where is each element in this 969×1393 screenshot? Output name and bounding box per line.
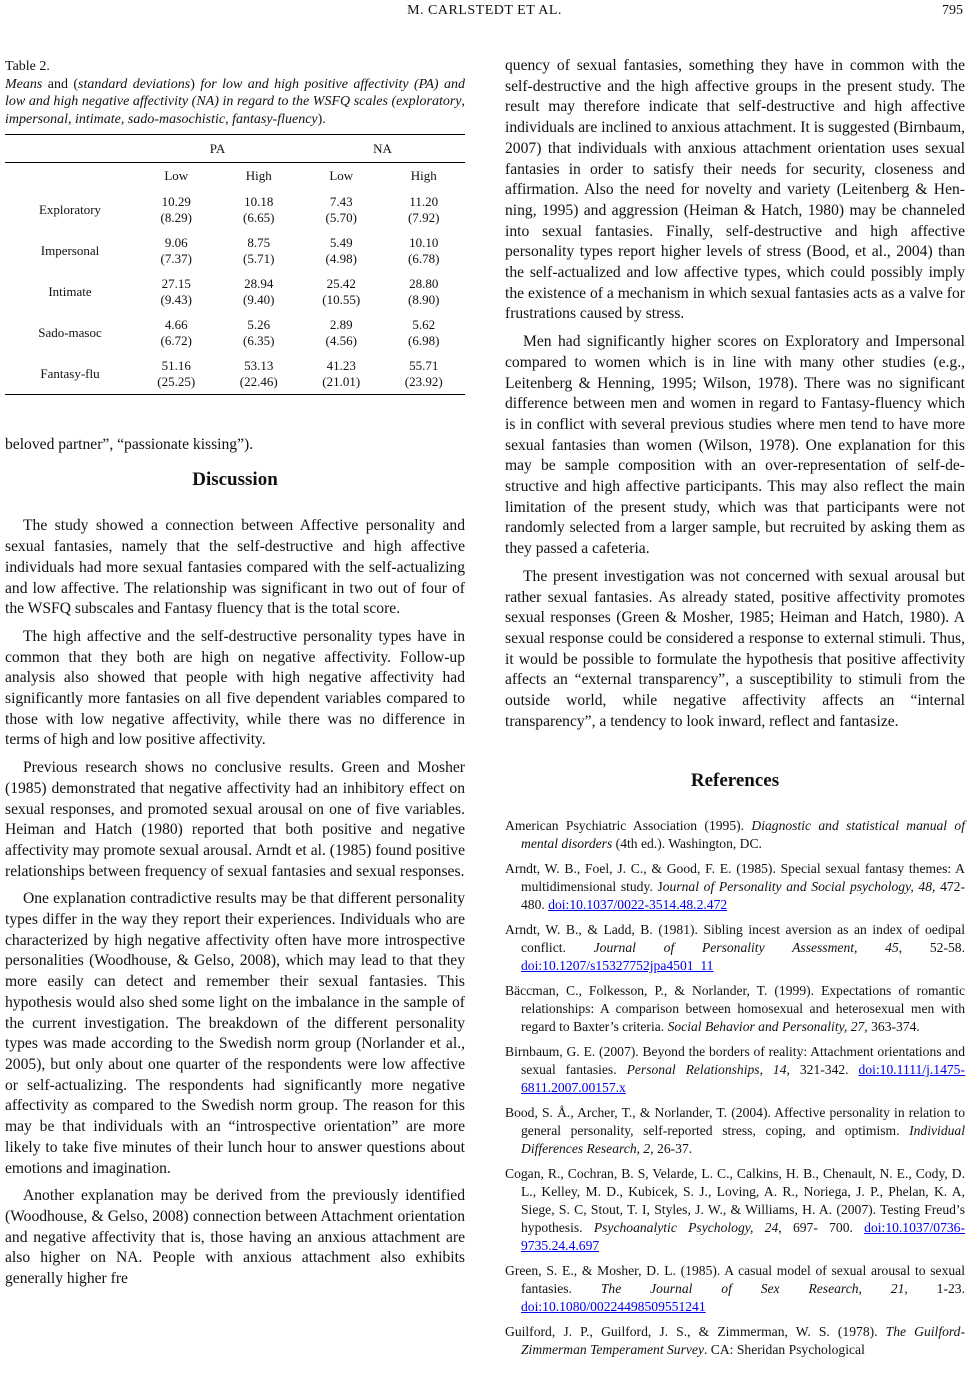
table-row — [5, 189, 465, 230]
reference-text: Birnbaum, G. E. (2007). Beyond the borders of reality: Attachment orientations and sexual fantasies. — [505, 1044, 965, 1078]
table-cell — [383, 271, 466, 312]
right-column — [505, 56, 965, 1366]
caption-segment: , — [461, 94, 465, 109]
table-cell — [135, 230, 218, 271]
table-caption — [5, 58, 465, 128]
reference-entry — [505, 921, 965, 975]
cell-sd: (4.56) — [325, 332, 357, 348]
cell-mean: 9.06 — [164, 234, 188, 250]
cell-mean: 41.23 — [326, 357, 356, 373]
table-cell — [383, 353, 466, 395]
reference-text: . CA: Sheridan Psychological — [704, 1342, 865, 1358]
caption-segment: and ( — [42, 76, 79, 92]
doi-link[interactable]: doi:10.1037/0736-9735.24.4.697 — [521, 1220, 965, 1254]
table-cell — [218, 271, 301, 312]
references-heading: References — [690, 769, 780, 791]
table-row — [5, 230, 465, 271]
cell-sd: (25.25) — [157, 373, 196, 389]
reference-entry — [505, 860, 965, 914]
cell-sd: (5.71) — [243, 250, 275, 266]
reference-italic: ournal of Personality and Social psychology, 48 — [662, 879, 933, 895]
cell-mean: 28.94 — [244, 275, 274, 291]
cell-sd: (7.92) — [408, 209, 440, 225]
caption-segment: ). — [317, 111, 326, 127]
reference-entry — [505, 1262, 965, 1316]
table-cell — [218, 189, 301, 230]
caption-segment: impersonal — [5, 111, 68, 127]
left-column — [5, 58, 465, 1297]
caption-segment: , — [68, 111, 75, 127]
reference-text: Bood, S. Å., Archer, T., & Norlander, T. (2004). Affective personality in relation to general personality, self-reported stress, coping, and optimism. — [505, 1105, 965, 1139]
caption-segment: ) in regard to the WSFQ scales ( — [214, 94, 397, 109]
reference-entry — [505, 1323, 965, 1359]
reference-italic: Psychoanalytic Psychology, 24 — [593, 1220, 779, 1236]
caption-segment: NA — [196, 94, 215, 109]
table-sub-header: High — [245, 168, 272, 183]
caption-segment: exploratory — [396, 94, 462, 109]
table-cell — [300, 189, 383, 230]
paragraph: The present investigation was not concerned with sexual arousal but rather sexual fantasies. As already stated, positive affectivity promotes sexual responses (Green & Mosher, 1985; Heiman and Hatch, 1980). A sexual response could be considered a response to external stimuli. Thus, it would be possible to formulate the hypothesis that positive affectivity affects an “external transparency”, a susceptibility to stimuli from the outside world, while negative affectivity affects an “internal transparency”, a tendency to look inward, reflect and fantasize. — [505, 567, 965, 730]
cell-sd: (6.35) — [243, 332, 275, 348]
cell-sd: (7.37) — [160, 250, 192, 266]
caption-segment: for low and high positive affectivity (PA) and low and high negative affectivity ( — [5, 76, 465, 109]
cell-mean: 2.89 — [329, 316, 353, 332]
table-corner-cell — [5, 135, 135, 163]
paragraph: Another explanation may be derived from the previously identified (Woodhouse, & Gelso, 2008) connection between Attachment orientation and negative affectivity that is, those having an anxious attachment are also higher on NA. People with anxious attachment also exhibits generally higher fre — [5, 1187, 465, 1288]
cell-mean: 4.66 — [164, 316, 188, 332]
doi-link[interactable]: doi:10.1080/00224498509551241 — [521, 1299, 706, 1315]
reference-italic: The Guilford-Zimmerman Temperament Survey — [521, 1324, 966, 1358]
paragraph: quency of sexual fantasies, something they have in common with the self-destructive and the high affective groups in the present study. The result may therefore indicate that self-destructive and high affective individuals are inclined to anxious attachment. It is suggested (Birnbaum, 2007) that individuals with anxious attachment orientation uses sexual fantasies in order to satisfy their needs for security, closeness and affirmation. Also the need for novelty and variety (Leitenberg & Henning, 1995) and aggression (Heiman & Hatch, 1980) may be channeled into sexual fantasies. Finally, self-destructive and high affective personality types report higher levels of stress (Bood, et al., 2004) than the self-actualized and low affective types, which could possibly imply the existence of a mechanism in which sexual fantasies acts as a valve for frustrations caused by stress. — [505, 57, 965, 323]
cell-sd: (8.90) — [408, 291, 440, 307]
table-corner-cell — [5, 163, 135, 190]
reference-entry — [505, 1104, 965, 1158]
table-row-label: Impersonal — [40, 242, 100, 258]
table-row — [5, 353, 465, 395]
table-body — [5, 189, 465, 395]
table-row-label: Exploratory — [38, 201, 102, 217]
paragraph: beloved partner”, “passionate kissing”). — [5, 436, 254, 453]
table-cell — [218, 312, 301, 353]
cell-mean: 27.15 — [161, 275, 191, 291]
table-row-label: Intimate — [48, 283, 92, 299]
reference-italic: Diagnostic and statistical manual of mental disorders — [521, 818, 965, 852]
cell-sd: (4.98) — [325, 250, 357, 266]
reference-entry — [505, 1165, 965, 1255]
paragraph: Previous research shows no conclusive results. Green and Mosher (1985) demonstrated that negative affectivity had an inhibitory effect on sexual responses, and promoted sexual arousal on one of five variables. Heiman and Hatch (1980) reported that both positive and negative affectivity may promote sexual arousal. Arndt et al. (1985) found positive relationships between frequency of sexual fantasies and sexual responses. — [5, 759, 465, 880]
cell-sd: (8.29) — [160, 209, 192, 225]
table-cell — [300, 230, 383, 271]
table-sub-header: High — [410, 168, 437, 183]
reference-italic: Journal of Personality Assessment, 45 — [593, 940, 899, 956]
reference-text: , 52-58. — [898, 940, 965, 956]
reference-italic: Social Behavior and Personality, 27 — [667, 1019, 865, 1035]
table-group-header-pa: PA — [135, 135, 300, 163]
reference-text: , 697- 700. — [778, 1220, 865, 1236]
table-cell — [383, 230, 466, 271]
cell-sd: (6.98) — [408, 332, 440, 348]
reference-text: (4th ed.). Washington, DC. — [612, 836, 762, 852]
reference-entry — [505, 1043, 965, 1097]
cell-sd: (6.72) — [160, 332, 192, 348]
caption-segment: Means — [5, 76, 43, 92]
paragraph: One explanation contradictive results may be that different personality types differ in the way they report their experiences. Individuals who are characterized by high negative affectivity often have more introspective personalities (Woodhouse, & Gelso, 2008), which may lead to that they more easily can detect and remember their sexual fantasies. This hypothesis would also shed some light on the imbalance in the sample of the current investigation. The breakdown of the different personality types was made according to the Swedish norm group (Norlander et al., 2005), but only about one quarter of the respondents were low affective or self-actualizing. The respondents had significantly more negative affectivity as compared to the Swedish norm group. The reason for this may be that individuals with an “introspective orientation” are more likely to take five minutes of their lunch hour to answer questions about emotions and imagination. — [5, 890, 465, 1177]
reference-text: American Psychiatric Association (1995). — [505, 818, 752, 834]
table-group-header-row — [5, 135, 465, 163]
reference-list — [505, 817, 965, 1359]
page-header — [0, 0, 969, 22]
reference-text: , 1-23. — [904, 1281, 965, 1297]
table-cell — [135, 271, 218, 312]
caption-segment: standard deviations — [78, 76, 191, 92]
cell-mean: 5.26 — [247, 316, 271, 332]
caption-segment: , — [120, 111, 128, 127]
reference-entry — [505, 817, 965, 853]
table-row — [5, 271, 465, 312]
doi-link[interactable]: doi:10.1111/j.1475-6811.2007.00157.x — [521, 1062, 965, 1096]
table-cell — [135, 189, 218, 230]
cell-mean: 55.71 — [409, 357, 439, 373]
caption-segment: , — [225, 111, 233, 127]
cell-mean: 53.13 — [244, 357, 274, 373]
cell-sd: (5.70) — [325, 209, 357, 225]
cell-mean: 10.18 — [244, 193, 274, 209]
cell-sd: (6.65) — [243, 209, 275, 225]
reference-text: Guilford, J. P., Guilford, J. S., & Zimmerman, W. S. (1978). — [505, 1324, 886, 1340]
table-cell — [218, 230, 301, 271]
cell-mean: 25.42 — [326, 275, 356, 291]
cell-mean: 7.43 — [329, 193, 353, 209]
table-row-label: Sado-masoc — [38, 324, 102, 340]
table-group-header-na: NA — [300, 135, 465, 163]
cell-mean: 28.80 — [409, 275, 439, 291]
results-table — [5, 134, 465, 395]
table-caption-text — [5, 77, 465, 127]
table-sub-header: Low — [164, 168, 189, 183]
paragraph: The study showed a connection between Affective personality and sexual fantasies, namely that the self-destructive and high affective individuals had more sexual fantasies compared with the self-actualizing and low affective. The relationship was significant in two out of four of the WSFQ subscales and Fantasy fluency that is the total score. — [5, 517, 465, 618]
page-number: 795 — [942, 3, 963, 18]
caption-segment: ) — [190, 76, 201, 92]
doi-link[interactable]: doi:10.1207/s15327752jpa4501_11 — [521, 958, 714, 974]
reference-text: Bäccman, C., Folkesson, P., & Norlander, T. (1999). Expectations of romantic relationships: A comparison between homosexual and heterosexual men with regard to Baxter’s criteria. — [505, 983, 965, 1035]
table-sub-header: Low — [329, 168, 354, 183]
table-cell — [218, 353, 301, 395]
cell-sd: (22.46) — [239, 373, 278, 389]
caption-segment: intimate — [75, 111, 121, 127]
cell-mean: 10.10 — [409, 234, 439, 250]
reference-italic: Individual Differences Research, 2 — [521, 1123, 965, 1157]
cell-mean: 5.62 — [412, 316, 436, 332]
cell-sd: (10.55) — [322, 291, 361, 307]
cell-sd: (9.40) — [243, 291, 275, 307]
reference-italic: Personal Relationships, 14 — [626, 1062, 787, 1078]
cell-sd: (6.78) — [408, 250, 440, 266]
reference-text: , 472-480. — [521, 879, 965, 913]
running-head: M. CARLSTEDT ET AL. — [407, 3, 562, 18]
paragraph: Men had significantly higher scores on Exploratory and Impersonal compared to women which is in line with many other studies (e.g., Leitenberg & Henning, 1995; Wilson, 1978). There was no significant difference between men and women in regard to Fantasy-fluency which is in conflict with several previous studies where men tend to have more sexual fantasies than women (Wilson, 1978). One explanation for this may be sample composition with an over-representation of self-destructive and high affective participants. This may also reflect the main limitation of the present study, which was that participants were not randomly selected from a larger sample, but recruited by asking them as they passed a cafeteria. — [505, 333, 965, 558]
table-cell — [383, 312, 466, 353]
reference-text: , 321-342. — [786, 1062, 859, 1078]
reference-text: Arndt, W. B., Foel, J. C., & Good, F. E. (1985). Special sexual fantasy themes: A multidimensional study. J — [505, 861, 965, 895]
caption-segment: fantasy-fluency — [232, 111, 318, 127]
reference-text: , 363-374. — [864, 1019, 920, 1035]
table-label: Table 2. — [5, 59, 50, 74]
cell-mean: 10.29 — [161, 193, 191, 209]
discussion-heading: Discussion — [192, 468, 278, 490]
table-cell — [300, 353, 383, 395]
cell-mean: 51.16 — [161, 357, 191, 373]
table-cell — [383, 189, 466, 230]
doi-link[interactable]: doi:10.1037/0022-3514.48.2.472 — [548, 897, 728, 913]
table-cell — [135, 312, 218, 353]
table-cell — [300, 271, 383, 312]
caption-segment: sado-masochistic — [127, 111, 226, 127]
table-cell — [300, 312, 383, 353]
table-row-label: Fantasy-flu — [5, 353, 135, 395]
reference-text: Green, S. E., & Mosher, D. L. (1985). A casual model of sexual arousal to sexual fantasies. — [505, 1263, 965, 1297]
reference-text: , 26-37. — [650, 1141, 693, 1157]
cell-mean: 11.20 — [409, 193, 439, 209]
reference-entry — [505, 982, 965, 1036]
table-cell — [135, 353, 218, 395]
table-row — [5, 312, 465, 353]
reference-italic: The Journal of Sex Research, 21 — [600, 1281, 905, 1297]
paragraph: The high affective and the self-destructive personality types have in common that they both are high on negative affectivity. Follow-up analysis also showed that people with high negative affectivity had significantly more fantasies on all five dependent variables compared to those with low negative affectivity, while there was no difference in terms of high and low positive affectivity. — [5, 627, 465, 749]
cell-sd: (23.92) — [404, 373, 443, 389]
cell-mean: 8.75 — [247, 234, 271, 250]
cell-mean: 5.49 — [329, 234, 353, 250]
cell-sd: (21.01) — [322, 373, 361, 389]
reference-text: Arndt, W. B., & Ladd, B. (1981). Sibling incest aversion as an index of oedipal conflict. — [505, 922, 965, 956]
cell-sd: (9.43) — [160, 291, 192, 307]
table-sub-header-row — [5, 163, 465, 190]
reference-text: Cogan, R., Cochran, B. S, Velarde, L. C., Calkins, H. B., Chenault, N. E., Cody, D. L., Kelley, M. D., Kubicek, S. J., Loving, A. R., Noriega, J. P., Phelan, K. A, Siege, S. C, Stout, T. I, Styles, J. W., & Williams, H. A. (2007). Testing Freud’s hypothesis. — [505, 1166, 965, 1236]
